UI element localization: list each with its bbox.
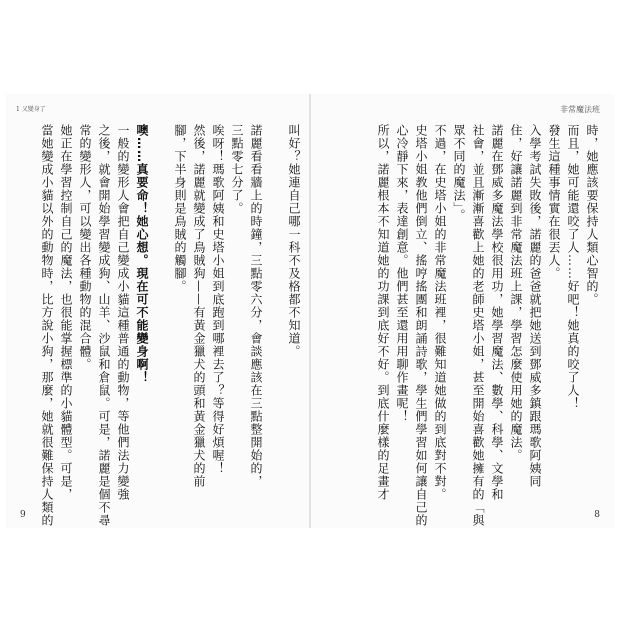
text-column: 諾麗在鄧威多魔法學校很用功，她學習魔法、數學、科學、文學和: [490, 124, 504, 501]
text-column: 發生這種事情實在很丟人。: [547, 124, 561, 280]
text-column: 噢……真要命！她心想。現在可不能變身啊！: [135, 124, 149, 384]
running-header-right: 非常魔法班: [560, 105, 600, 114]
running-header-left: 1 又變身了: [16, 106, 46, 113]
text-column: 三點零七分了。: [230, 124, 244, 215]
text-column: 社會，並且漸漸喜歡上她的老師史塔小姐，甚至開始喜歡她擁有的「與: [471, 124, 485, 527]
page-number-right: 8: [594, 510, 600, 520]
text-column: 唉呀！瑪歌阿姨和史塔小姐到底跑到哪裡去了？等得好煩喔！: [211, 124, 225, 475]
text-column: 之後，就會開始學習變成狗、山羊、沙鼠和倉鼠。可是，諾麗是個不尋: [97, 124, 111, 527]
text-column: 住，好讓諾麗到非常魔法班上課，學習怎麼使用她的魔法。: [509, 124, 523, 462]
right-page: [310, 94, 614, 528]
text-column: 眾不同的魔法」。: [452, 124, 466, 222]
text-column: 入學考試失敗後，諾麗的爸爸就把她送到鄧威多鎮跟瑪歌阿姨同: [528, 124, 542, 488]
text-column: 一般的變形人會把自己變成小貓這種普通的動物，等他們法力變強: [116, 124, 130, 501]
text-column: 諾麗看看牆上的時鐘，三點零六分，會談應該在三點整開始的，: [249, 124, 263, 488]
text-column: 然後，諾麗就變成了鳥賊狗——有黃金獵犬的頭和黃金獵犬的前: [192, 124, 206, 488]
text-column: 而且，她可能還咬了人……好吧！她真的咬了人！: [566, 124, 580, 410]
text-column: [269, 124, 281, 454]
book-spread: [6, 94, 614, 528]
text-column: 史塔小姐教他們倒立、搖哼搖團和朗誦詩歌，學生們學習如何讓自己的: [414, 124, 428, 527]
text-column: [155, 124, 167, 454]
text-column: 所以，諾麗根本不知道她的功課到底好不好。到底什麼樣的足畫才: [376, 124, 390, 501]
text-column: 常的變形人，可以變出各種動物的混合體。: [78, 124, 92, 371]
text-column: 心冷靜下來，表達創意。他們甚至還用用聊作畫呢！: [395, 124, 409, 423]
page-number-left: 9: [20, 510, 26, 520]
text-column: 叫好？她連自己哪一科不及格都不知道。: [287, 124, 301, 358]
text-column: 她正在學習控制自己的魔法，也很能掌握標準的小貓體型。可是，: [59, 124, 73, 501]
left-text-body: [40, 124, 301, 527]
right-text-body: [376, 124, 599, 527]
left-page: [6, 94, 310, 528]
text-column: 當她變成小貓以外的動物時，比方說小狗，那麼，她就很難保持人類的: [40, 124, 54, 527]
text-column: 不過，在史塔小姐的非常魔法班裡，很難知道她做的到底對不對。: [433, 124, 447, 501]
text-column: 腳，下半身則是鳥賊的觸腳。: [173, 124, 187, 293]
text-column: 時，她應該要保持人類心智的。: [585, 124, 599, 306]
